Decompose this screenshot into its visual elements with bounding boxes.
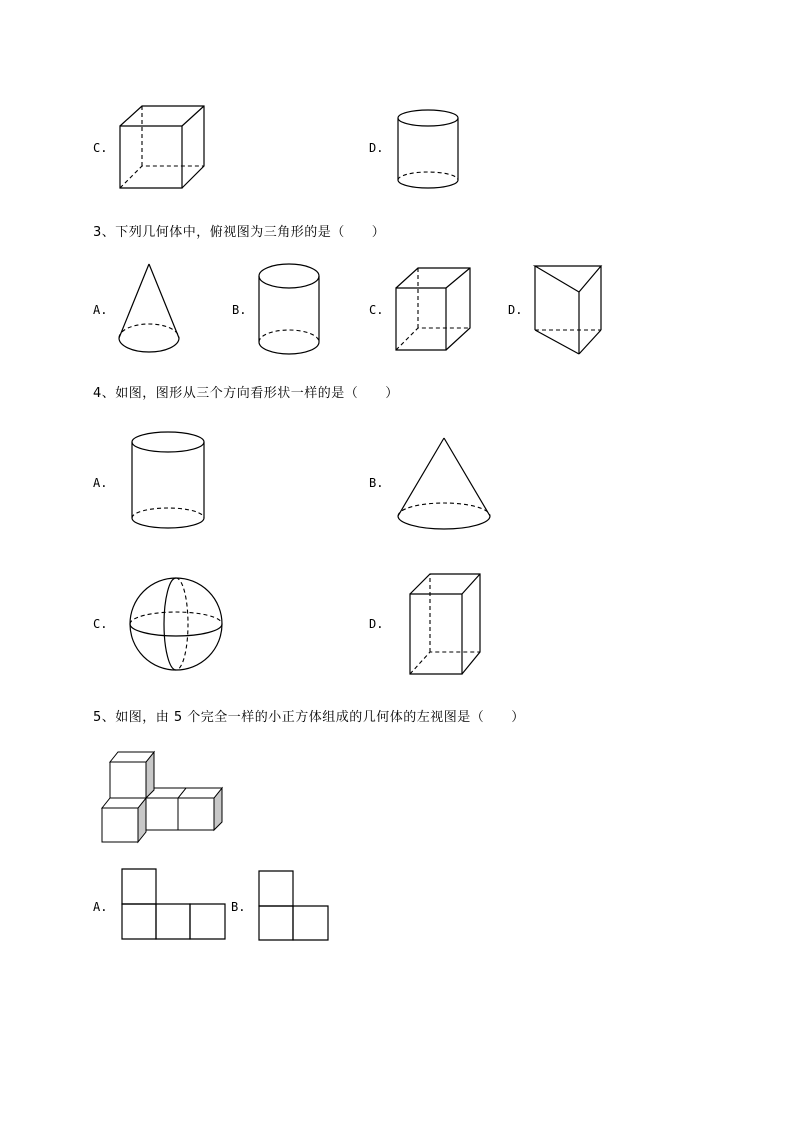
left-view-grid-icon [258, 870, 330, 942]
q3-option-d-label[interactable]: D. [508, 303, 523, 317]
cylinder-icon [130, 430, 208, 530]
cone-icon [116, 262, 182, 356]
cube-stack-icon [100, 750, 226, 844]
cylinder-icon [257, 262, 321, 356]
q2-option-c-label[interactable]: C. [93, 141, 108, 155]
q3-option-b-label[interactable]: B. [232, 303, 247, 317]
q3-option-a-label[interactable]: A. [93, 303, 108, 317]
rectangular-prism-icon [408, 572, 482, 676]
left-view-grid-icon [121, 868, 227, 941]
cube-icon [118, 104, 208, 190]
q4-option-b-label[interactable]: B. [369, 476, 384, 490]
q4-option-a-label[interactable]: A. [93, 476, 108, 490]
q4-option-d-label[interactable]: D. [369, 617, 384, 631]
cube-icon [394, 266, 472, 352]
q5-option-a-label[interactable]: A. [93, 900, 108, 914]
cylinder-icon [396, 108, 460, 192]
q4-option-c-label[interactable]: C. [93, 617, 108, 631]
q3-option-c-label[interactable]: C. [369, 303, 384, 317]
cone-icon [396, 436, 494, 532]
q5-option-b-label[interactable]: B. [231, 900, 246, 914]
question-4-text: 4、如图，图形从三个方向看形状一样的是（ ） [93, 386, 399, 401]
triangular-prism-icon [533, 264, 605, 356]
question-5-text: 5、如图，由 5 个完全一样的小正方体组成的几何体的左视图是（ ） [93, 710, 525, 725]
q2-option-d-label[interactable]: D. [369, 141, 384, 155]
sphere-icon [128, 576, 224, 672]
question-3-text: 3、下列几何体中，俯视图为三角形的是（ ） [93, 225, 386, 240]
